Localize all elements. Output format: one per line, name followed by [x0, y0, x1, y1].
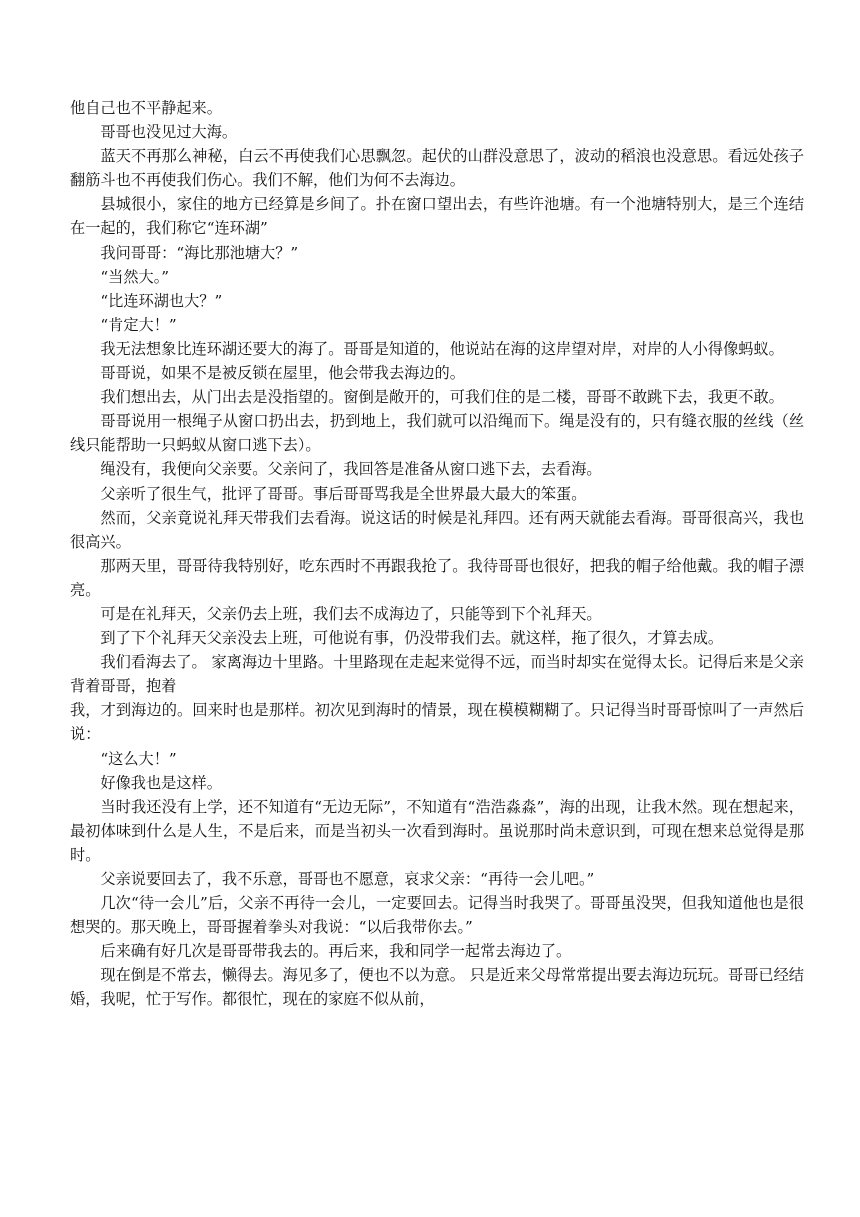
- paragraph-16: 那两天里，哥哥待我特别好，吃东西时不再跟我抢了。我待哥哥也很好，把我的帽子给他戴。我的帽子漂亮。: [70, 556, 804, 599]
- paragraph-2: 哥哥也没见过大海。: [100, 123, 238, 142]
- paragraph-26: 后来确有好几次是哥哥带我去的。再后来，我和同学一起常去海边了。: [100, 942, 572, 961]
- paragraph-3: 蓝天不再那么神秘，白云不再使我们心思飘忽。起伏的山群没意思了，波动的稻浪也没意思。看远处孩子翻筋斗也不再使我们伤心。我们不解，他们为何不去海边。: [70, 147, 804, 190]
- paragraph-19: 我们看海去了。 家离海边十里路。十里路现在走起来觉得不远，而当时却实在觉得太长。记得后来是父亲背着哥哥，抱着: [70, 653, 804, 696]
- paragraph-5: 我问哥哥：“海比那池塘大？”: [100, 243, 299, 262]
- paragraph-22: 好像我也是这样。: [100, 773, 222, 792]
- paragraph-27: 现在倒是不常去，懒得去。海见多了，便也不以为意。 只是近来父母常常提出要去海边玩玩。哥哥已经结婚，我呢，忙于写作。都很忙，现在的家庭不似从前，: [70, 966, 804, 1009]
- paragraph-15: 然而，父亲竟说礼拜天带我们去看海。说这话的时候是礼拜四。还有两天就能去看海。哥哥很高兴，我也很高兴。: [70, 508, 804, 551]
- paragraph-20: 我，才到海边的。回来时也是那样。初次见到海时的情景，现在模模糊糊了。只记得当时哥哥惊叫了一声然后说：: [70, 701, 804, 744]
- paragraph-9: 我无法想象比连环湖还要大的海了。哥哥是知道的，他说站在海的这岸望对岸，对岸的人小得像蚂蚁。: [100, 339, 784, 358]
- paragraph-11: 我们想出去，从门出去是没指望的。窗倒是敞开的，可我们住的是二楼，哥哥不敢跳下去，我更不敢。: [100, 388, 784, 407]
- paragraph-12: 哥哥说用一根绳子从窗口扔出去，扔到地上，我们就可以沿绳而下。绳是没有的，只有缝衣服的丝线（丝线只能帮助一只蚂蚁从窗口逃下去）。: [70, 412, 804, 455]
- paragraph-13: 绳没有，我便向父亲要。父亲问了，我回答是准备从窗口逃下去，去看海。: [100, 460, 602, 479]
- paragraph-21: “这么大！”: [100, 749, 177, 768]
- paragraph-4: 县城很小，家住的地方已经算是乡间了。扑在窗口望出去，有些许池塘。有一个池塘特别大，是三个连结在一起的，我们称它“连环湖”: [70, 195, 804, 238]
- paragraph-25: 几次“待一会儿”后，父亲不再待一会儿，一定要回去。记得当时我哭了。哥哥虽没哭，但我知道他也是很想哭的。那天晚上，哥哥握着拳头对我说：“以后我带你去。”: [70, 894, 804, 937]
- paragraph-17: 可是在礼拜天，父亲仍去上班，我们去不成海边了，只能等到下个礼拜天。: [100, 604, 602, 623]
- paragraph-14: 父亲听了很生气，批评了哥哥。事后哥哥骂我是全世界最大最大的笨蛋。: [100, 484, 587, 503]
- paragraph-18: 到了下个礼拜天父亲没去上班，可他说有事，仍没带我们去。就这样，拖了很久，才算去成。: [100, 629, 724, 648]
- paragraph-8: “肯定大！”: [100, 315, 177, 334]
- paragraph-23: 当时我还没有上学，还不知道有“无边无际”，不知道有“浩浩淼淼”，海的出现，让我木然。现在想起来，最初体味到什么是人生，不是后来，而是当初头一次看到海时。虽说那时尚未意识到，可现在想来总觉得是那时。: [70, 797, 804, 864]
- paragraph-24: 父亲说要回去了，我不乐意，哥哥也不愿意，哀求父亲：“再待一会儿吧。”: [100, 870, 595, 888]
- paragraph-10: 哥哥说，如果不是被反锁在屋里，他会带我去海边的。: [100, 364, 465, 383]
- paragraph-1: 他自己也不平静起来。: [70, 99, 222, 117]
- document-page: [70, 96, 804, 1012]
- paragraph-6: “当然大。”: [100, 267, 170, 286]
- paragraph-7: “比连环湖也大？”: [100, 291, 223, 310]
